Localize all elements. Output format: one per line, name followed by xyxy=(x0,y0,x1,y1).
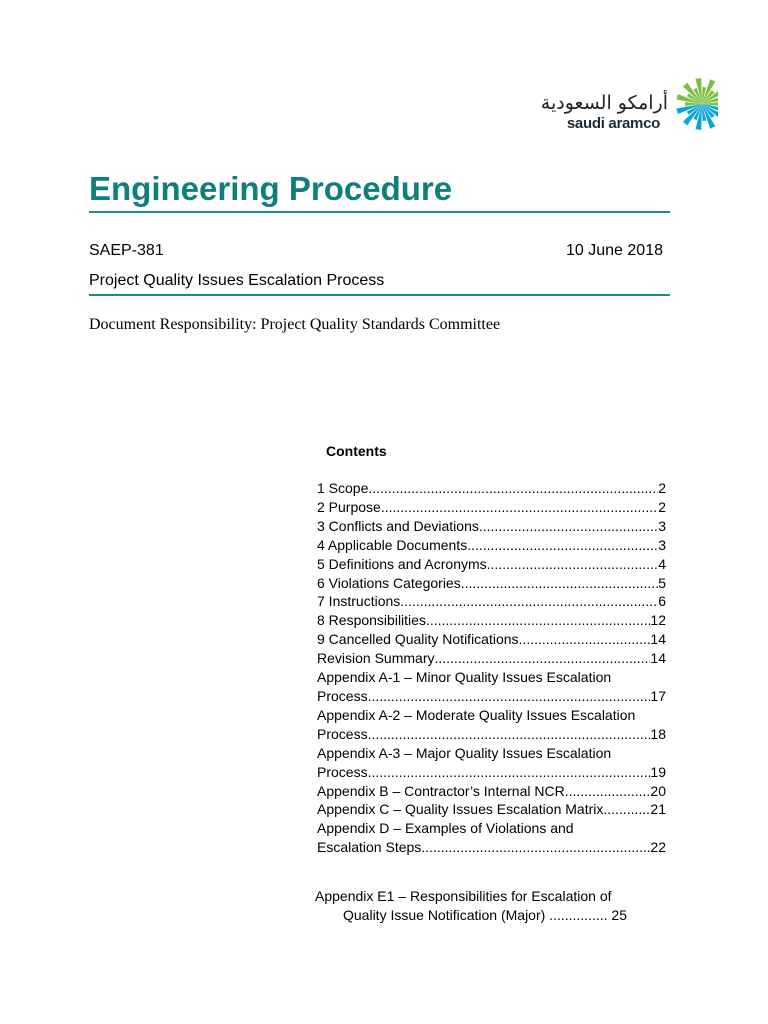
document-type-title: Engineering Procedure xyxy=(89,170,453,207)
document-responsibility: Document Responsibility: Project Quality Standards Committee xyxy=(89,316,501,333)
toc-entry[interactable] xyxy=(317,744,666,782)
toc-entry-appendix-e1[interactable] xyxy=(315,887,660,925)
toc-entry-label: 9 Cancelled Quality Notifications xyxy=(317,631,519,648)
toc-page-number: 5 xyxy=(658,574,666,591)
toc-entry[interactable] xyxy=(317,630,666,649)
toc-page-number: 6 xyxy=(658,593,666,610)
toc-dot-leader xyxy=(368,687,651,706)
toc-page-number: 14 xyxy=(650,650,666,667)
toc-entry[interactable] xyxy=(317,498,666,517)
toc-page-number: 4 xyxy=(658,555,666,572)
toc-entry-label: Appendix B – Contractor’s Internal NCR xyxy=(317,782,565,799)
toc-entry-label: Process xyxy=(317,725,368,742)
toc-page-number: 18 xyxy=(650,725,666,742)
toc-dot-leader xyxy=(368,763,651,782)
document-subject: Project Quality Issues Escalation Process xyxy=(89,272,385,289)
toc-dot-leader xyxy=(461,574,658,593)
toc-entry-label: 4 Applicable Documents xyxy=(317,536,468,553)
logo-arabic-text: أرامكو السعودية xyxy=(540,92,668,114)
document-date: 10 June 2018 xyxy=(566,242,663,259)
toc-page-number: 19 xyxy=(650,763,666,780)
toc-entry-label: Process xyxy=(317,687,368,704)
toc-dot-leader xyxy=(519,630,651,649)
toc-dot-leader xyxy=(381,498,658,517)
table-of-contents xyxy=(317,479,666,857)
toc-page-number: 2 xyxy=(658,498,666,515)
toc-entry[interactable] xyxy=(317,536,666,555)
subject-divider xyxy=(89,294,670,296)
toc-entry[interactable] xyxy=(317,782,666,801)
toc-page-number: 3 xyxy=(658,536,666,553)
aramco-star-icon xyxy=(668,76,718,132)
toc-entry[interactable] xyxy=(317,819,666,857)
toc-dot-leader xyxy=(467,536,658,555)
contents-heading: Contents xyxy=(326,443,387,459)
toc-page-number: 12 xyxy=(650,612,666,629)
toc-entry-label-line1: Appendix A-3 – Major Quality Issues Escalation xyxy=(317,744,612,761)
toc-entry[interactable] xyxy=(317,479,666,498)
toc-entry-label: Escalation Steps xyxy=(317,839,422,856)
toc-entry-label-line2: Quality Issue Notification (Major) ............... 25 xyxy=(343,907,627,923)
toc-entry-label: Revision Summary xyxy=(317,650,435,667)
toc-entry-label: 6 Violations Categories xyxy=(317,574,461,591)
toc-entry-label: 2 Purpose xyxy=(317,498,381,515)
toc-entry-label-line1: Appendix E1 – Responsibilities for Escalation of xyxy=(315,888,612,904)
toc-dot-leader xyxy=(434,649,650,668)
toc-dot-leader xyxy=(487,555,659,574)
toc-entry-label: Appendix C – Quality Issues Escalation Matrix xyxy=(317,801,604,818)
toc-entry[interactable] xyxy=(317,517,666,536)
toc-entry[interactable] xyxy=(317,574,666,593)
toc-page-number: 14 xyxy=(650,631,666,648)
toc-page-number: 21 xyxy=(650,801,666,818)
toc-dot-leader xyxy=(400,592,658,611)
toc-entry-label: Process xyxy=(317,763,368,780)
toc-entry[interactable] xyxy=(317,592,666,611)
logo-english-text: saudi aramco xyxy=(566,115,660,132)
toc-page-number: 2 xyxy=(658,480,666,496)
toc-entry-label-line1: Appendix A-1 – Minor Quality Issues Escalation xyxy=(317,669,612,686)
toc-entry-label-line1: Appendix D – Examples of Violations and xyxy=(317,820,574,837)
toc-entry[interactable] xyxy=(317,668,666,706)
toc-entry[interactable] xyxy=(317,649,666,668)
toc-page-number: 20 xyxy=(650,782,666,799)
toc-dot-leader xyxy=(426,611,650,630)
toc-dot-leader xyxy=(603,800,650,819)
toc-entry-label: 5 Definitions and Acronyms xyxy=(317,555,487,572)
toc-page-number: 22 xyxy=(650,839,666,856)
toc-dot-leader xyxy=(479,517,658,536)
toc-entry[interactable] xyxy=(317,611,666,630)
toc-dot-leader xyxy=(565,782,651,801)
toc-page-number: 17 xyxy=(650,687,666,704)
toc-entry[interactable] xyxy=(317,706,666,744)
toc-entry[interactable] xyxy=(317,800,666,819)
toc-dot-leader xyxy=(421,838,650,857)
title-divider xyxy=(89,211,670,213)
toc-page-number: 3 xyxy=(658,517,666,534)
toc-entry-label: 3 Conflicts and Deviations xyxy=(317,517,479,534)
toc-entry-label: 1 Scope xyxy=(317,480,369,496)
toc-dot-leader xyxy=(368,479,658,498)
toc-entry-label: 7 Instructions xyxy=(317,593,401,610)
toc-entry-label-line1: Appendix A-2 – Moderate Quality Issues Escalation xyxy=(317,706,636,723)
toc-entry-label: 8 Responsibilities xyxy=(317,612,426,629)
toc-entry[interactable] xyxy=(317,555,666,574)
document-code: SAEP-381 xyxy=(89,242,164,259)
saudi-aramco-logo xyxy=(535,76,720,132)
toc-dot-leader xyxy=(368,725,651,744)
